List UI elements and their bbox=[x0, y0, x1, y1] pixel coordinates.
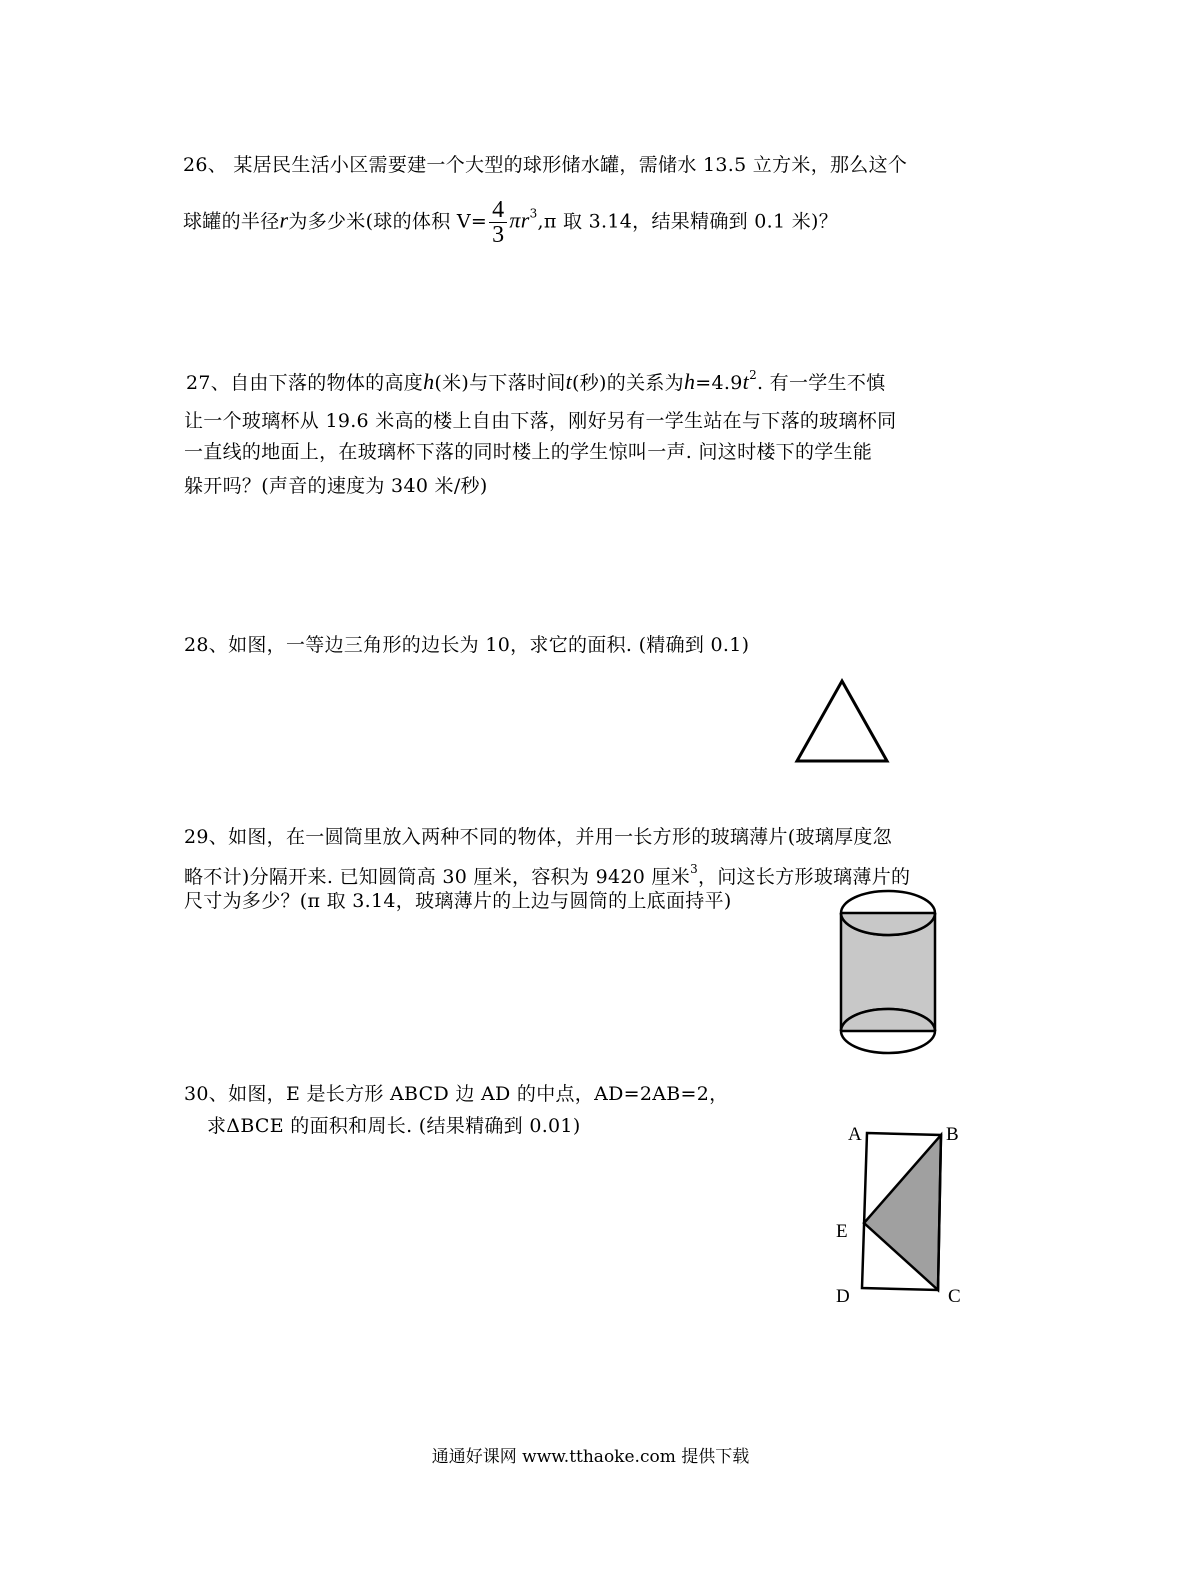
q30-line1: 30、如图，E 是长方形 ABCD 边 AD 的中点，AD=2AB=2， bbox=[184, 1083, 729, 1105]
q26-pi-r: πr bbox=[509, 207, 530, 233]
q27-text-a: 27、自由下落的物体的高度 bbox=[186, 372, 424, 394]
q27-line4: 躲开吗？(声音的速度为 340 米/秒) bbox=[184, 475, 488, 497]
label-e: E bbox=[836, 1221, 848, 1242]
q26-var-r: r bbox=[279, 207, 289, 233]
q27-text-c: (秒)的关系为 bbox=[572, 372, 684, 394]
q29-text-b: ，问这长方形玻璃薄片的 bbox=[698, 866, 911, 888]
q26-line2 bbox=[183, 198, 838, 247]
q29-line2 bbox=[184, 856, 910, 890]
equilateral-triangle-figure bbox=[790, 675, 895, 767]
q26-text-a: 球罐的半径 bbox=[183, 210, 280, 233]
q27-var-h2: h bbox=[683, 369, 696, 394]
q26-frac-numerator: 4 bbox=[489, 198, 507, 223]
q27-var-h: h bbox=[423, 369, 435, 394]
q26-line1: 26、 某居民生活小区需要建一个大型的球形储水罐，需储水 13.5 立方米，那么这个 bbox=[183, 154, 908, 176]
q27-exponent: 2 bbox=[749, 368, 757, 382]
rectangle-abcd-figure bbox=[850, 1125, 955, 1300]
label-d: D bbox=[836, 1286, 850, 1307]
q27-line2: 让一个玻璃杯从 19.6 米高的楼上自由下落，刚好另有一学生站在与下落的玻璃杯同 bbox=[184, 410, 897, 432]
q27-text-e: . 有一学生不慎 bbox=[757, 372, 886, 394]
label-b: B bbox=[946, 1124, 959, 1145]
q30-line2: 求ΔBCE 的面积和周长. (结果精确到 0.01) bbox=[207, 1115, 581, 1137]
triangle-bce-shaded bbox=[864, 1135, 941, 1290]
q29-exponent: 3 bbox=[690, 862, 699, 876]
label-a: A bbox=[848, 1124, 862, 1145]
q29-text-a: 略不计)分隔开来. 已知圆筒高 30 厘米，容积为 9420 厘米 bbox=[184, 866, 691, 888]
q27-text-d: =4.9 bbox=[695, 372, 743, 394]
q27-var-t2: t bbox=[742, 369, 750, 394]
q27-line3: 一直线的地面上，在玻璃杯下落的同时楼上的学生惊叫一声. 问这时楼下的学生能 bbox=[184, 441, 873, 463]
q27-var-t: t bbox=[565, 369, 573, 394]
q26-text-b: 为多少米(球的体积 V= bbox=[288, 210, 488, 233]
q26-frac-denominator: 3 bbox=[492, 222, 505, 248]
q26-fraction bbox=[489, 198, 507, 247]
triangle-shape bbox=[797, 681, 887, 761]
q29-line3: 尺寸为多少？(π 取 3.14，玻璃薄片的上边与圆筒的上底面持平) bbox=[184, 890, 732, 912]
label-c: C bbox=[948, 1286, 961, 1307]
q27-text-b: (米)与下落时间 bbox=[434, 372, 566, 394]
cylinder-figure bbox=[832, 888, 944, 1058]
q28-line1: 28、如图，一等边三角形的边长为 10，求它的面积. (精确到 0.1) bbox=[184, 634, 750, 656]
q26-text-c: ,π 取 3.14，结果精确到 0.1 米)？ bbox=[537, 210, 839, 233]
q29-line1: 29、如图，在一圆筒里放入两种不同的物体，并用一长方形的玻璃薄片(玻璃厚度忽 bbox=[184, 826, 892, 848]
q27-line1 bbox=[186, 362, 885, 396]
q26-exponent: 3 bbox=[529, 206, 538, 221]
footer-download-note: 通通好课网 www.tthaoke.com 提供下载 bbox=[431, 1447, 750, 1467]
